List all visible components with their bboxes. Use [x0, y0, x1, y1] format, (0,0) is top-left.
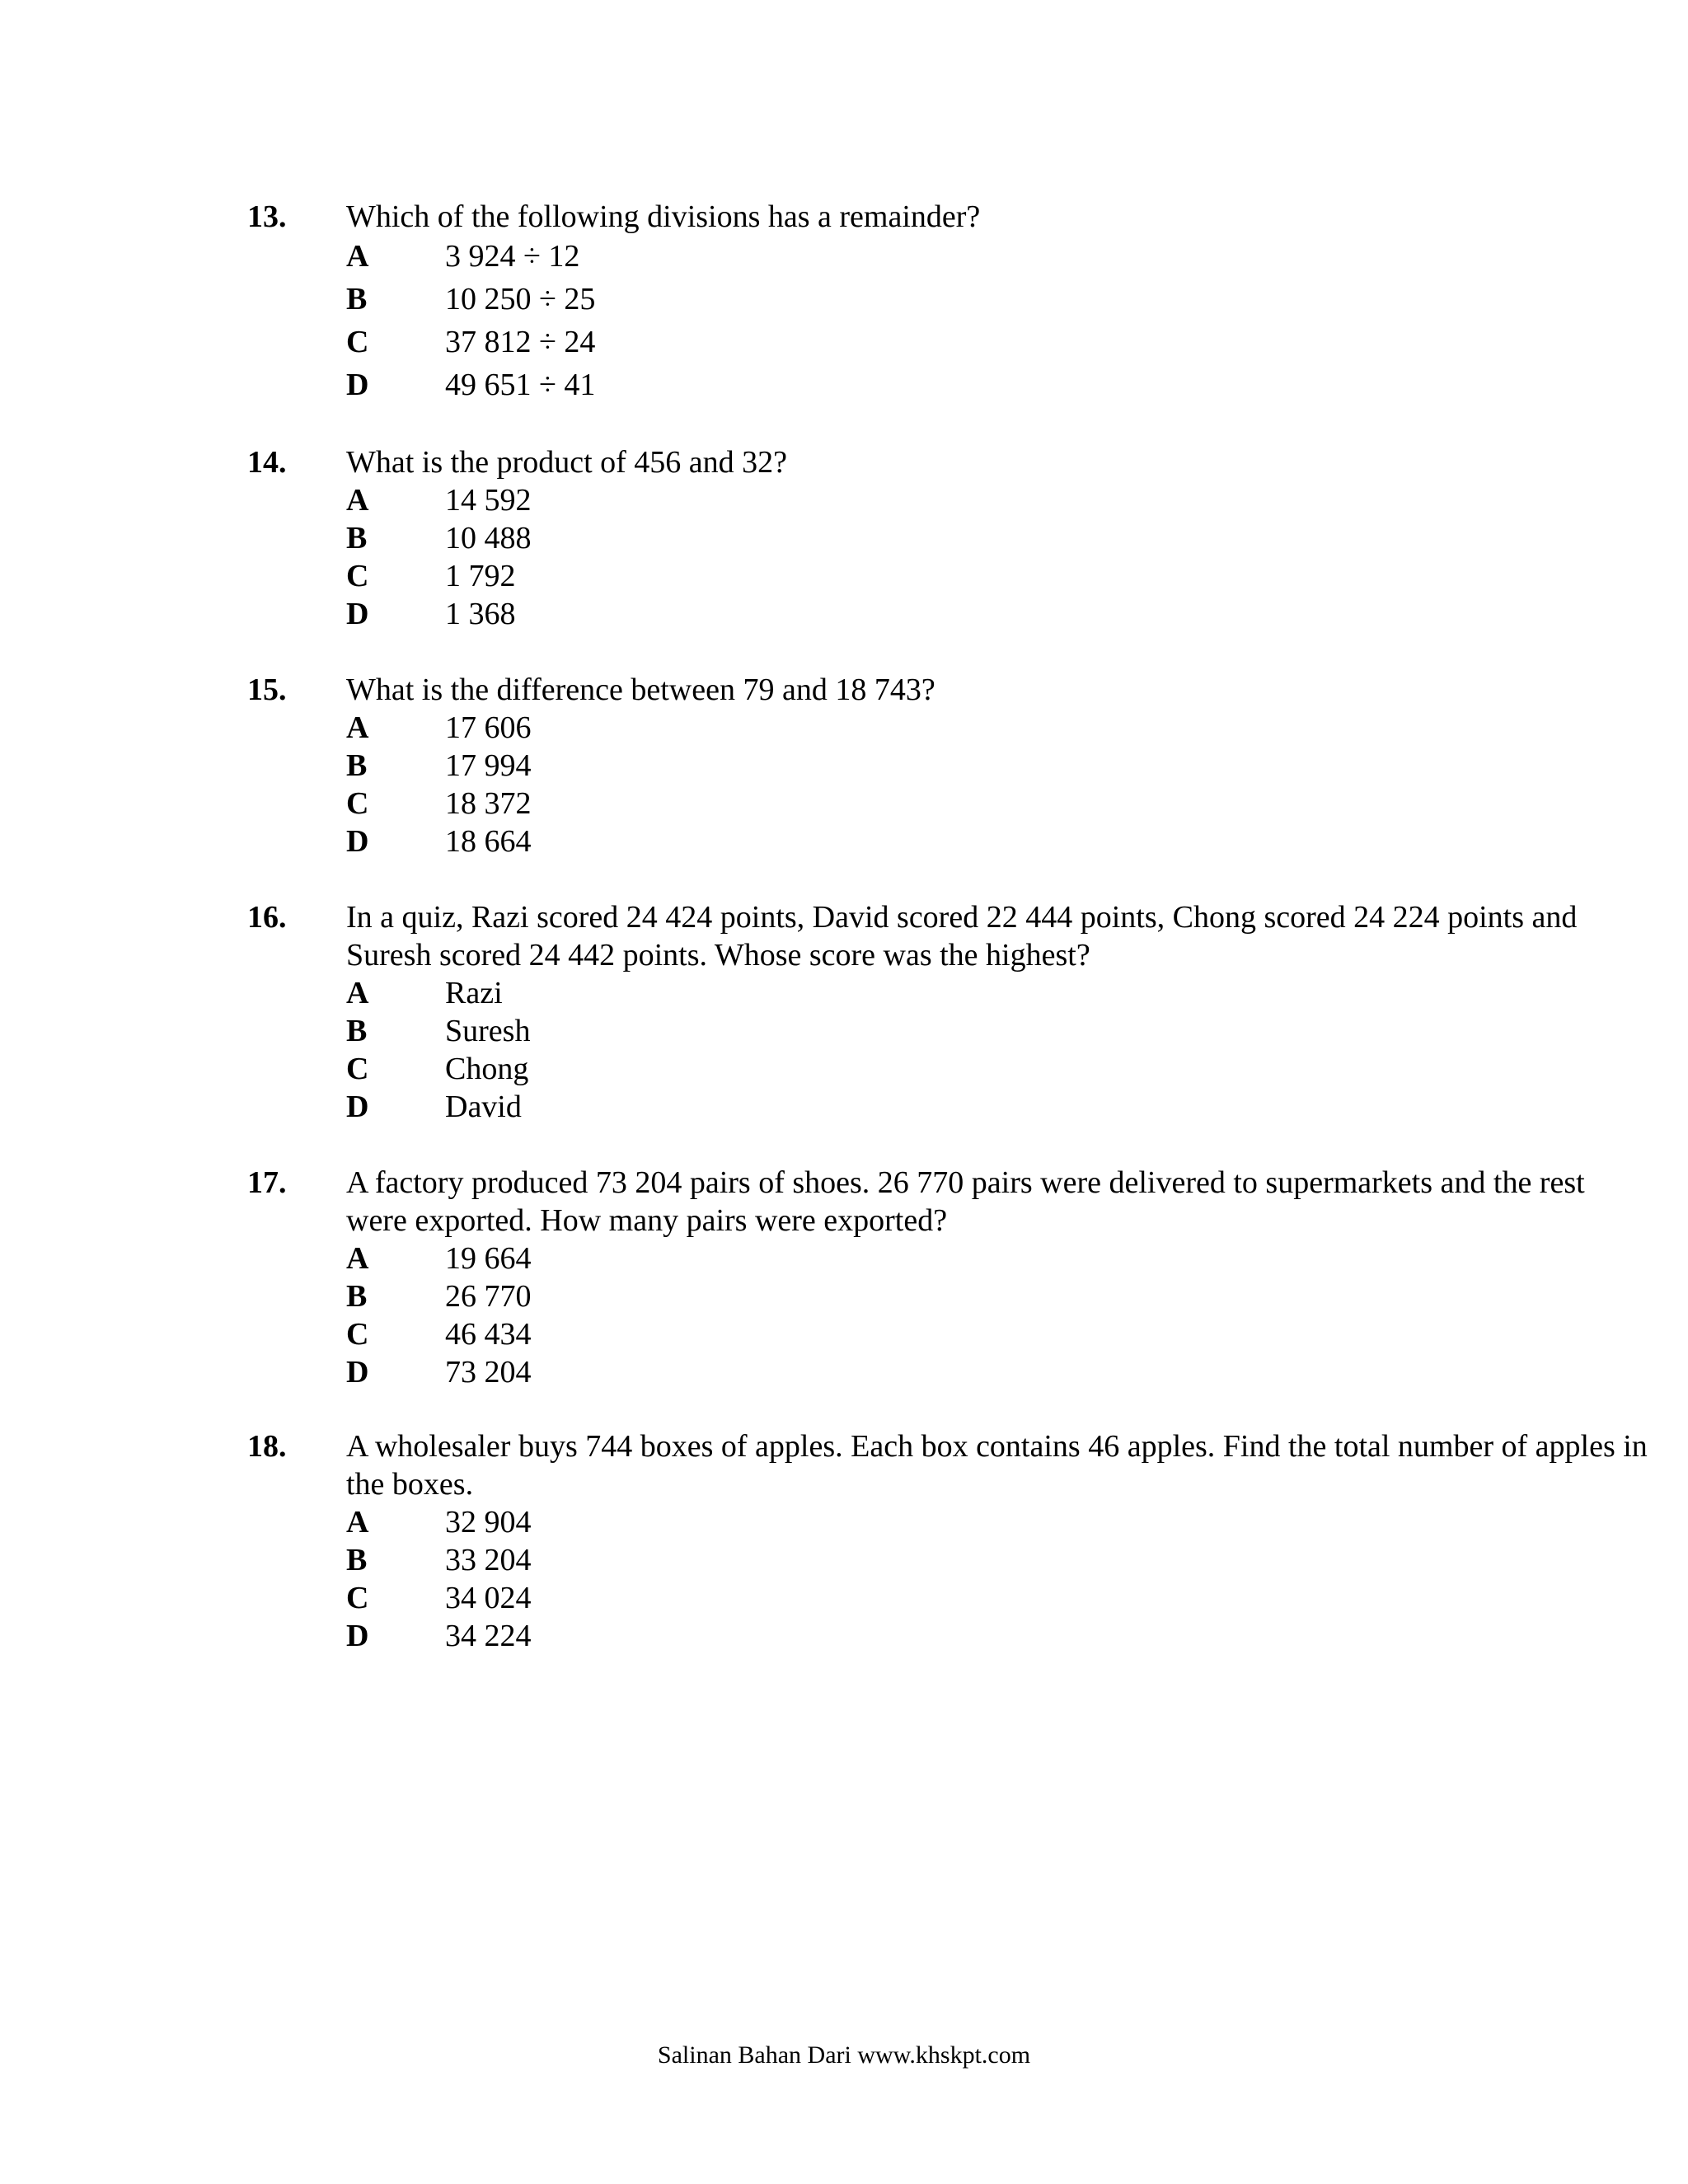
question-text: Which of the following divisions has a remainder? — [346, 199, 981, 234]
option-letter: D — [346, 1355, 369, 1390]
option-b[interactable] — [346, 747, 1088, 785]
option-letter: A — [346, 1505, 369, 1540]
option-text: 26 770 — [445, 1279, 532, 1314]
option-d[interactable] — [346, 823, 1088, 860]
question-number: 14. — [247, 445, 287, 480]
option-text: 32 904 — [445, 1505, 532, 1540]
question-number: 15. — [247, 673, 287, 707]
option-d[interactable] — [346, 1617, 1088, 1655]
question-text: In a quiz, Razi scored 24 424 points, David scored 22 444 points, Chong scored 24 224 points and Suresh scored 24 442 points. Whose score was the highest? — [346, 900, 1578, 972]
option-letter: C — [346, 786, 369, 821]
option-letter: B — [346, 748, 368, 783]
option-text: 1 368 — [445, 597, 516, 631]
option-text: 73 204 — [445, 1355, 532, 1390]
option-a[interactable] — [346, 1240, 1088, 1277]
option-c[interactable] — [346, 1315, 1088, 1353]
option-text: 3 924 ÷ 12 — [445, 239, 580, 274]
option-text: 49 651 ÷ 41 — [445, 368, 596, 402]
option-letter: B — [346, 1014, 368, 1048]
option-a[interactable] — [346, 1503, 1088, 1541]
option-letter: B — [346, 521, 368, 555]
option-text: 14 592 — [445, 483, 532, 518]
question-number: 18. — [247, 1429, 287, 1464]
option-text: 1 792 — [445, 559, 516, 593]
option-b[interactable] — [346, 519, 1088, 557]
option-text: 10 488 — [445, 521, 532, 555]
option-b[interactable] — [346, 1541, 1088, 1579]
option-b[interactable] — [346, 1012, 1088, 1050]
answer-options — [346, 481, 1088, 633]
question-text: What is the product of 456 and 32? — [346, 445, 788, 480]
question-number: 17. — [247, 1165, 287, 1200]
option-d[interactable] — [346, 366, 1088, 409]
option-letter: C — [346, 1052, 369, 1086]
option-letter: D — [346, 368, 369, 402]
answer-options — [346, 237, 1088, 409]
option-letter: A — [346, 976, 369, 1010]
answer-options — [346, 974, 1088, 1126]
option-c[interactable] — [346, 1050, 1088, 1088]
option-letter: A — [346, 710, 369, 745]
option-letter: C — [346, 325, 369, 359]
option-b[interactable] — [346, 280, 1088, 323]
option-letter: D — [346, 824, 369, 859]
option-text: 33 204 — [445, 1543, 532, 1577]
option-a[interactable] — [346, 709, 1088, 747]
option-d[interactable] — [346, 1088, 1088, 1126]
option-d[interactable] — [346, 1353, 1088, 1391]
option-c[interactable] — [346, 785, 1088, 823]
option-text: Razi — [445, 976, 503, 1010]
option-letter: C — [346, 1581, 369, 1615]
option-text: 17 994 — [445, 748, 532, 783]
option-a[interactable] — [346, 974, 1088, 1012]
option-letter: B — [346, 1279, 368, 1314]
option-text: 18 664 — [445, 824, 532, 859]
option-letter: A — [346, 1241, 369, 1276]
question-text: What is the difference between 79 and 18 743? — [346, 673, 935, 707]
question-number: 16. — [247, 900, 287, 935]
question-number: 13. — [247, 199, 287, 234]
option-text: 10 250 ÷ 25 — [445, 282, 596, 316]
option-text: 34 224 — [445, 1619, 532, 1653]
option-text: 34 024 — [445, 1581, 532, 1615]
option-letter: B — [346, 282, 368, 316]
question-text: A factory produced 73 204 pairs of shoes. 26 770 pairs were delivered to supermarkets and the rest were exported. How many pairs were exported? — [346, 1165, 1585, 1238]
option-text: Chong — [445, 1052, 529, 1086]
option-letter: A — [346, 483, 369, 518]
option-d[interactable] — [346, 595, 1088, 633]
option-letter: A — [346, 239, 369, 274]
option-c[interactable] — [346, 1579, 1088, 1617]
answer-options — [346, 709, 1088, 860]
option-letter: B — [346, 1543, 368, 1577]
option-text: 19 664 — [445, 1241, 532, 1276]
option-text: David — [445, 1090, 522, 1124]
question-text: A wholesaler buys 744 boxes of apples. Each box contains 46 apples. Find the total number of apples in the boxes. — [346, 1429, 1648, 1502]
answer-options — [346, 1503, 1088, 1655]
option-c[interactable] — [346, 557, 1088, 595]
option-text: 17 606 — [445, 710, 532, 745]
option-text: 46 434 — [445, 1317, 532, 1352]
option-a[interactable] — [346, 481, 1088, 519]
page-footer: Salinan Bahan Dari www.khskpt.com — [657, 2041, 1031, 2069]
option-text: Suresh — [445, 1014, 531, 1048]
option-text: 18 372 — [445, 786, 532, 821]
option-c[interactable] — [346, 323, 1088, 366]
option-letter: C — [346, 559, 369, 593]
option-letter: D — [346, 1619, 369, 1653]
option-b[interactable] — [346, 1277, 1088, 1315]
option-letter: D — [346, 597, 369, 631]
option-letter: D — [346, 1090, 369, 1124]
option-letter: C — [346, 1317, 369, 1352]
option-text: 37 812 ÷ 24 — [445, 325, 596, 359]
answer-options — [346, 1240, 1088, 1391]
option-a[interactable] — [346, 237, 1088, 280]
